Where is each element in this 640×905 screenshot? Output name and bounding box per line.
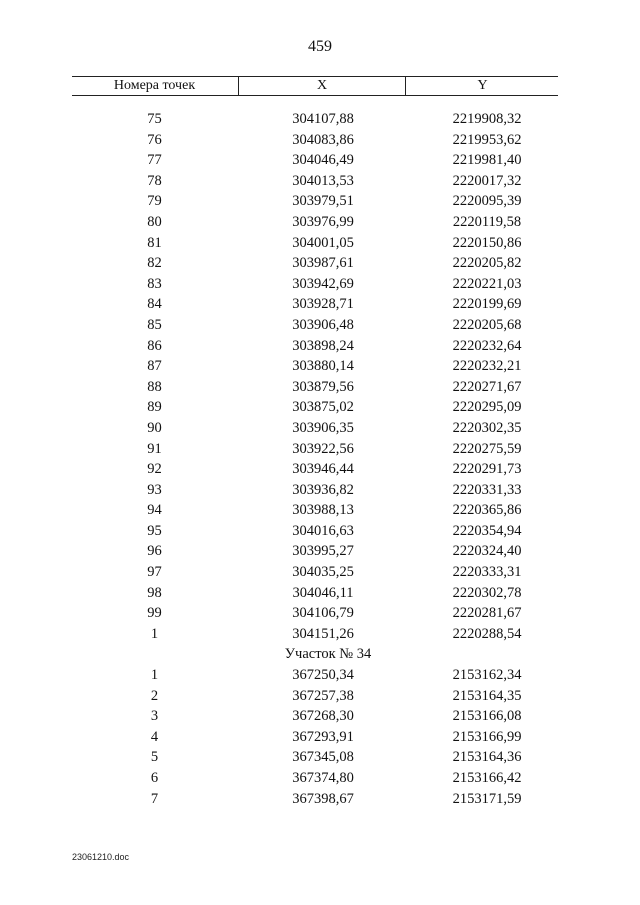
page-number: 459 bbox=[308, 38, 332, 55]
point-number-cell: 86 bbox=[147, 337, 162, 354]
table-row bbox=[72, 212, 558, 233]
table-row bbox=[72, 583, 558, 604]
table-row bbox=[72, 747, 558, 768]
point-number-cell: 89 bbox=[147, 399, 162, 416]
x-cell: 304106,79 bbox=[292, 605, 354, 622]
y-cell: 2153171,59 bbox=[452, 790, 522, 807]
point-number-cell: 75 bbox=[147, 111, 162, 127]
table-row bbox=[72, 480, 558, 501]
table-row bbox=[72, 253, 558, 274]
x-cell: 304001,05 bbox=[292, 234, 354, 251]
y-cell: 2220295,09 bbox=[452, 399, 522, 416]
table-row bbox=[72, 686, 558, 707]
x-cell: 303942,69 bbox=[292, 275, 354, 292]
point-number-cell: 80 bbox=[147, 213, 162, 230]
x-cell: 303898,24 bbox=[292, 337, 354, 354]
point-number-cell: 1 bbox=[150, 667, 159, 684]
x-cell: 303928,71 bbox=[292, 296, 354, 313]
footer-filename: 23061210.doc bbox=[72, 852, 130, 862]
x-cell: 367398,67 bbox=[292, 790, 354, 807]
x-cell: 367250,34 bbox=[292, 667, 354, 684]
y-cell: 2220205,68 bbox=[452, 316, 522, 333]
table-header bbox=[72, 76, 558, 96]
x-cell: 303946,44 bbox=[292, 461, 354, 478]
table-row bbox=[72, 418, 558, 439]
point-number-cell: 88 bbox=[147, 378, 162, 395]
x-cell: 304035,25 bbox=[292, 564, 354, 581]
table-body bbox=[72, 109, 558, 809]
x-cell: 303988,13 bbox=[292, 502, 354, 519]
table-row bbox=[72, 439, 558, 460]
x-cell: 304083,86 bbox=[292, 131, 354, 148]
x-cell: 367268,30 bbox=[292, 708, 354, 725]
point-number-cell: 7 bbox=[150, 790, 159, 807]
x-cell: 303979,51 bbox=[292, 193, 354, 210]
y-cell: 2220199,69 bbox=[452, 296, 522, 313]
y-cell: 2153166,99 bbox=[452, 728, 522, 745]
point-number-cell: 94 bbox=[147, 502, 162, 519]
point-number-cell: 2 bbox=[150, 687, 159, 704]
x-cell: 367257,38 bbox=[292, 687, 354, 704]
table-row bbox=[72, 603, 558, 624]
x-cell: 367293,91 bbox=[292, 728, 354, 745]
y-cell: 2153164,36 bbox=[452, 749, 522, 766]
table-row bbox=[72, 459, 558, 480]
y-cell: 2153162,34 bbox=[452, 667, 522, 684]
x-cell: 304046,11 bbox=[292, 584, 354, 601]
point-number-cell: 85 bbox=[147, 316, 162, 333]
point-number-cell: 93 bbox=[147, 481, 162, 498]
y-cell: 2220017,32 bbox=[452, 172, 522, 189]
y-cell: 2220333,31 bbox=[452, 564, 522, 581]
y-cell: 2220205,82 bbox=[452, 255, 522, 272]
table-row bbox=[72, 665, 558, 686]
x-cell: 304016,63 bbox=[292, 522, 354, 539]
x-cell: 303922,56 bbox=[292, 440, 354, 457]
y-cell: 2153164,35 bbox=[452, 687, 522, 704]
point-number-cell: 6 bbox=[150, 770, 159, 786]
x-cell: 304107,88 bbox=[292, 111, 354, 127]
point-number-cell: 83 bbox=[147, 275, 162, 292]
x-cell: 303879,56 bbox=[292, 378, 354, 395]
y-cell: 2219953,62 bbox=[452, 131, 522, 148]
x-cell: 367374,80 bbox=[292, 770, 354, 786]
point-number-cell: 98 bbox=[147, 584, 162, 601]
point-number-cell: 92 bbox=[147, 461, 162, 478]
x-cell: 303987,61 bbox=[292, 255, 354, 272]
point-number-cell: 84 bbox=[147, 296, 162, 313]
y-cell: 2220324,40 bbox=[452, 543, 522, 560]
x-cell: 303995,27 bbox=[292, 543, 354, 560]
table-row bbox=[72, 191, 558, 212]
x-cell: 303976,99 bbox=[292, 213, 354, 230]
point-number-cell: 97 bbox=[147, 564, 162, 581]
y-cell: 2220302,35 bbox=[452, 419, 522, 436]
point-number-cell: 95 bbox=[147, 522, 162, 539]
y-cell: 2153166,42 bbox=[452, 770, 522, 786]
table-row bbox=[72, 377, 558, 398]
y-cell: 2220221,03 bbox=[452, 275, 522, 292]
x-cell: 304151,26 bbox=[292, 625, 354, 642]
point-number-cell: 82 bbox=[147, 255, 162, 272]
y-cell: 2220271,67 bbox=[452, 378, 522, 395]
table-row bbox=[72, 336, 558, 357]
point-number-cell: 4 bbox=[150, 728, 159, 745]
table-row bbox=[72, 233, 558, 254]
y-cell: 2220365,86 bbox=[452, 502, 522, 519]
point-number-cell: 78 bbox=[147, 172, 162, 189]
table-row bbox=[72, 624, 558, 645]
table-row bbox=[72, 706, 558, 727]
point-number-cell: 91 bbox=[147, 440, 162, 457]
y-cell: 2220275,59 bbox=[452, 440, 522, 457]
point-number-cell: 76 bbox=[147, 131, 162, 148]
point-number-cell: 90 bbox=[147, 419, 162, 436]
y-cell: 2220119,58 bbox=[452, 213, 522, 230]
table-row bbox=[72, 541, 558, 562]
header-point-number: Номера точек bbox=[113, 78, 196, 93]
table-row bbox=[72, 274, 558, 295]
x-cell: 304013,53 bbox=[292, 172, 354, 189]
table-row bbox=[72, 130, 558, 151]
x-cell: 303936,82 bbox=[292, 481, 354, 498]
point-number-cell: 87 bbox=[147, 358, 162, 375]
table-row bbox=[72, 356, 558, 377]
table-row bbox=[72, 562, 558, 583]
table-row bbox=[72, 315, 558, 336]
point-number-cell: 1 bbox=[150, 625, 159, 642]
header-y: Y bbox=[405, 77, 559, 95]
x-cell: 367345,08 bbox=[292, 749, 354, 766]
y-cell: 2220291,73 bbox=[452, 461, 522, 478]
x-cell: 303875,02 bbox=[292, 399, 354, 416]
x-cell: 303906,48 bbox=[292, 316, 354, 333]
table-row bbox=[72, 397, 558, 418]
y-cell: 2219981,40 bbox=[452, 152, 522, 169]
x-cell: 304046,49 bbox=[292, 152, 354, 169]
table-row bbox=[72, 727, 558, 748]
y-cell: 2219908,32 bbox=[452, 111, 522, 127]
section-title: Участок № 34 bbox=[284, 646, 372, 663]
table-row bbox=[72, 109, 558, 130]
y-cell: 2220302,78 bbox=[452, 584, 522, 601]
table-row bbox=[72, 768, 558, 789]
point-number-cell: 3 bbox=[150, 708, 159, 725]
table-row bbox=[72, 150, 558, 171]
table-row bbox=[72, 294, 558, 315]
y-cell: 2220232,21 bbox=[452, 358, 522, 375]
point-number-cell: 79 bbox=[147, 193, 162, 210]
y-cell: 2220331,33 bbox=[452, 481, 522, 498]
y-cell: 2220354,94 bbox=[452, 522, 522, 539]
y-cell: 2220281,67 bbox=[452, 605, 522, 622]
point-number-cell: 99 bbox=[147, 605, 162, 622]
point-number-cell: 96 bbox=[147, 543, 162, 560]
table-row bbox=[72, 789, 558, 810]
table-row bbox=[72, 521, 558, 542]
y-cell: 2220288,54 bbox=[452, 625, 522, 642]
table-row bbox=[72, 500, 558, 521]
x-cell: 303880,14 bbox=[292, 358, 354, 375]
x-cell: 303906,35 bbox=[292, 419, 354, 436]
y-cell: 2220150,86 bbox=[452, 234, 522, 251]
y-cell: 2220232,64 bbox=[452, 337, 522, 354]
y-cell: 2153166,08 bbox=[452, 708, 522, 725]
table-row bbox=[72, 171, 558, 192]
section-row bbox=[72, 644, 558, 665]
y-cell: 2220095,39 bbox=[452, 193, 522, 210]
point-number-cell: 5 bbox=[150, 749, 159, 766]
point-number-cell: 81 bbox=[147, 234, 162, 251]
header-x: X bbox=[238, 77, 405, 95]
point-number-cell: 77 bbox=[147, 152, 162, 169]
